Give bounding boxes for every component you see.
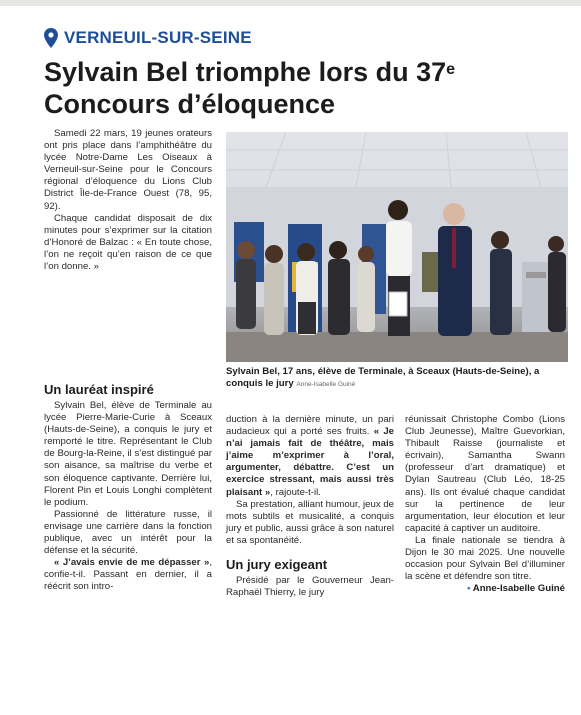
section-title: Un jury exigeant	[226, 557, 328, 573]
intro-paragraph: Chaque candidat disposait de dix minutes pour s’exprimer sur la citation d’Honoré de Balzac : « En toute chose, l’on ne reçoit qu’en raison de ce que l’on donne. »	[44, 212, 212, 273]
body-paragraph: Sylvain Bel, élève de Terminale au lycée Pierre-Marie-Curie à Sceaux (Hauts-de-Seine), a conquis le jury et remporté le titre. Représentant le Club de Bourg-la-Reine, il s’est distingué par son aisance, sa maîtrise du verbe et son éloquence captivante. Derrière lui, Florent Pin et Louis Longhi complètent le podium.	[44, 400, 212, 508]
body-paragraph	[226, 414, 394, 499]
body-paragraph	[44, 557, 212, 593]
body-paragraph: La finale nationale se tiendra à Dijon le 30 mai 2025. Une nouvelle occasion pour Sylvain Bel d’illuminer la scène et défendre son titre.	[405, 534, 565, 583]
headline-line2: Concours d’éloquence	[44, 89, 336, 119]
location-pin-icon	[44, 28, 58, 48]
intro-paragraph: Samedi 22 mars, 19 jeunes orateurs ont pris place dans l’amphithéâtre du lycée Notre-Dame Les Oiseaux à Verneuil-sur-Seine pour le Concours régional d’éloquence du Lions Club District Île-de-France Ouest (78, 95, 92).	[44, 128, 212, 212]
body-paragraph: réunissait Christophe Combo (Lions Club Jeunesse), Maître Guevorkian, Thibault Raisse (journaliste et écrivain), Samantha Swann (professeur d’art dramatique) et Dylan Sautreau (Club Léo, 18-25 ans). Ils ont évalué chaque candidat sur la pertinence de leur argumentation, leur élocution et leur capacité à captiver un auditoire.	[405, 414, 565, 534]
section-title: Un lauréat inspiré	[44, 382, 154, 397]
quote: « Je n’ai jamais fait de théâtre, mais j’aime m’exprimer à l’oral, argumenter, débattre. C’est un exercice stressant, mais aussi très plaisant »	[226, 426, 394, 498]
location-label: VERNEUIL-SUR-SEINE	[64, 28, 252, 47]
caption-text: Sylvain Bel, 17 ans, élève de Terminale, à Sceaux (Hauts-de-Seine), a conquis le jury	[226, 366, 540, 389]
top-band	[0, 0, 581, 6]
body-paragraph: Sa prestation, alliant humour, jeux de mots subtils et musicalité, a conquis jury et public, aussi grâce à son naturel et sa spontanéité.	[226, 498, 394, 546]
photo-credit: Anne-Isabelle Guiné	[296, 381, 356, 388]
body-column-3	[405, 414, 565, 595]
article-photo	[226, 132, 568, 362]
ceiling	[226, 132, 568, 187]
photo-caption	[226, 366, 571, 391]
section1-column	[44, 382, 212, 594]
headline-line1: Sylvain Bel triomphe lors du 37	[44, 57, 447, 87]
article-headline	[44, 56, 564, 120]
location-kicker	[44, 26, 252, 50]
body-text: , rajoute-t-il.	[270, 486, 321, 498]
body-paragraph: Présidé par le Gouverneur Jean-Raphaël Thierry, le jury	[226, 575, 394, 599]
body-column-2	[226, 414, 394, 599]
body-paragraph: Passionné de littérature russe, il envisage une carrière dans la fonction publique, avec un intérêt pour la défense et la sécurité.	[44, 508, 212, 557]
body-text: duction à la dernière minute, un pari audacieux qui a porté ses fruits.	[226, 414, 394, 438]
headline-ordinal: e	[446, 61, 456, 78]
photo-illustration	[226, 132, 568, 362]
body-text: , confie-t-il. Passant en dernier, il a réécrit son intro-	[44, 557, 212, 593]
author-name: Anne-Isabelle Guiné	[472, 583, 565, 595]
signature-bullet-icon: •	[467, 583, 471, 595]
intro-column	[44, 128, 212, 273]
quote: « J’avais envie de me dépasser »	[54, 557, 210, 569]
author-signature	[405, 583, 565, 595]
